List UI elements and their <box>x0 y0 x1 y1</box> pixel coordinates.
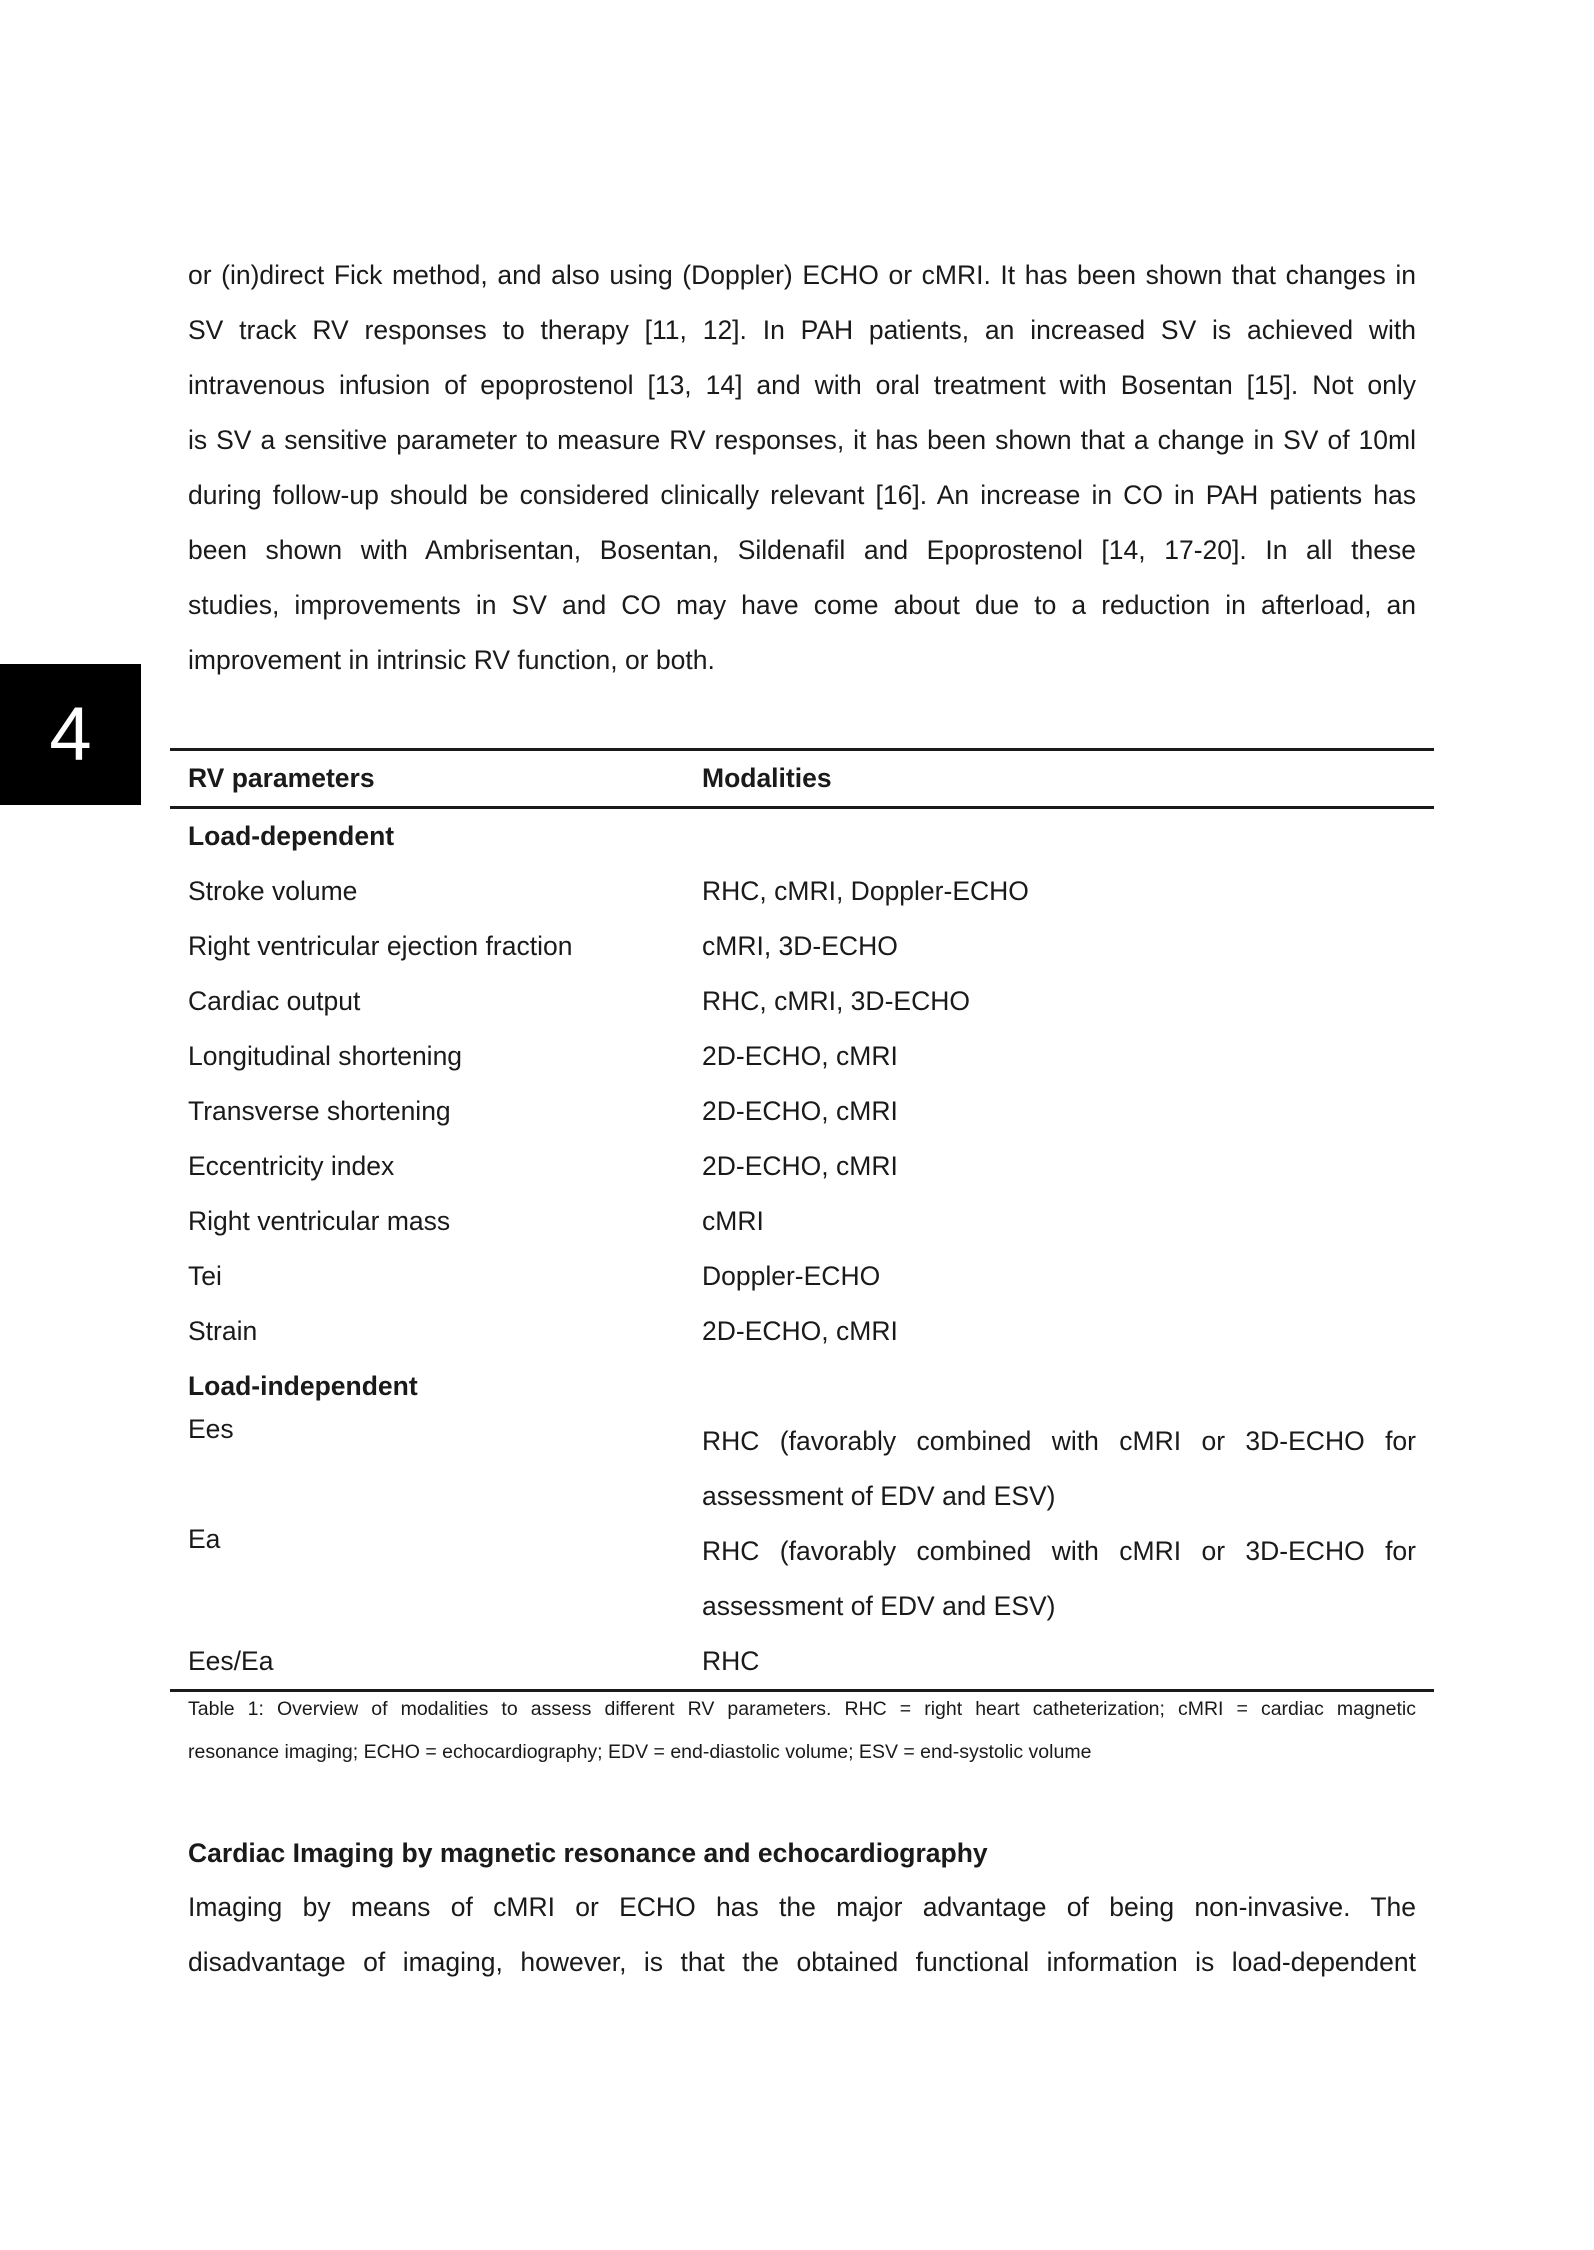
table-section-row <box>170 808 1434 865</box>
intro-line: intravenous infusion of epoprostenol [13, 14] and with oral treatment with Bosentan [15]. Not only <box>188 370 1416 400</box>
table-row <box>170 1524 1434 1634</box>
empty-cell <box>684 808 1434 865</box>
parameter-cell: Ees/Ea <box>188 1646 274 1676</box>
parameter-cell: Cardiac output <box>188 986 361 1016</box>
rv-parameters-table <box>170 748 1434 1692</box>
table-row <box>170 1139 1434 1194</box>
parameter-cell: Tei <box>188 1261 222 1291</box>
caption-line: resonance imaging; ECHO = echocardiography; EDV = end-diastolic volume; ESV = end-systolic volume <box>188 1741 1092 1763</box>
modality-cell: cMRI, 3D-ECHO <box>702 931 898 961</box>
section-title-load-dependent: Load-dependent <box>188 821 395 851</box>
modality-cell: 2D-ECHO, cMRI <box>702 1316 898 1346</box>
table-row <box>170 1634 1434 1691</box>
modality-cell: RHC (favorably combined with cMRI or 3D-ECHO for assessment of EDV and ESV) <box>702 1536 1416 1621</box>
section-title-load-independent: Load-independent <box>188 1371 418 1401</box>
modality-cell: RHC, cMRI, 3D-ECHO <box>702 986 970 1016</box>
table-row <box>170 1249 1434 1304</box>
modality-cell: 2D-ECHO, cMRI <box>702 1041 898 1071</box>
parameter-cell: Stroke volume <box>188 876 358 906</box>
empty-cell <box>684 1359 1434 1414</box>
table-row <box>170 1029 1434 1084</box>
column-header-modalities: Modalities <box>702 763 832 793</box>
chapter-number: 4 <box>49 691 92 777</box>
intro-paragraph <box>188 248 1416 688</box>
modality-cell: 2D-ECHO, cMRI <box>702 1151 898 1181</box>
table-row <box>170 974 1434 1029</box>
table-section-row <box>170 1359 1434 1414</box>
intro-line: or (in)direct Fick method, and also using (Doppler) ECHO or cMRI. It has been shown that changes in <box>188 260 1416 290</box>
parameter-cell: Ees <box>188 1414 234 1444</box>
parameter-cell: Ea <box>188 1524 221 1554</box>
imaging-paragraph <box>188 1880 1416 1990</box>
parameter-cell: Right ventricular ejection fraction <box>188 931 573 961</box>
intro-line: studies, improvements in SV and CO may have come about due to a reduction in afterload, an <box>188 590 1416 620</box>
parameter-cell: Eccentricity index <box>188 1151 395 1181</box>
table-row <box>170 1304 1434 1359</box>
intro-line: been shown with Ambrisentan, Bosentan, Sildenafil and Epoprostenol [14, 17-20]. In all these <box>188 535 1416 565</box>
intro-line: improvement in intrinsic RV function, or both. <box>188 645 715 675</box>
table-row <box>170 1194 1434 1249</box>
chapter-tab <box>0 664 141 805</box>
table-row <box>170 864 1434 919</box>
modality-cell: cMRI <box>702 1206 764 1236</box>
column-header-rv-parameters: RV parameters <box>188 763 375 793</box>
section-heading: Cardiac Imaging by magnetic resonance and echocardiography <box>188 1838 988 1868</box>
intro-line: is SV a sensitive parameter to measure RV responses, it has been shown that a change in SV of 10ml <box>188 425 1416 455</box>
parameter-cell: Strain <box>188 1316 258 1346</box>
imaging-line: disadvantage of imaging, however, is that the obtained functional information is load-dependent <box>188 1947 1416 1977</box>
intro-line: during follow-up should be considered clinically relevant [16]. An increase in CO in PAH patients has <box>188 480 1416 510</box>
modality-cell: RHC <box>702 1646 760 1676</box>
intro-line: SV track RV responses to therapy [11, 12]. In PAH patients, an increased SV is achieved with <box>188 315 1416 345</box>
modality-cell: Doppler-ECHO <box>702 1261 881 1291</box>
caption-line: Table 1: Overview of modalities to assess different RV parameters. RHC = right heart catheterization; cMRI = cardiac magnetic <box>188 1698 1416 1720</box>
modality-cell: RHC, cMRI, Doppler-ECHO <box>702 876 1029 906</box>
imaging-line: Imaging by means of cMRI or ECHO has the major advantage of being non-invasive. The <box>188 1892 1416 1922</box>
table-header-row <box>170 750 1434 808</box>
modality-cell: 2D-ECHO, cMRI <box>702 1096 898 1126</box>
parameter-cell: Longitudinal shortening <box>188 1041 463 1071</box>
modality-cell: RHC (favorably combined with cMRI or 3D-ECHO for assessment of EDV and ESV) <box>702 1426 1416 1511</box>
parameter-cell: Right ventricular mass <box>188 1206 451 1236</box>
parameter-cell: Transverse shortening <box>188 1096 451 1126</box>
table-row <box>170 919 1434 974</box>
table-caption <box>188 1688 1416 1774</box>
table-row <box>170 1084 1434 1139</box>
table-row <box>170 1414 1434 1524</box>
